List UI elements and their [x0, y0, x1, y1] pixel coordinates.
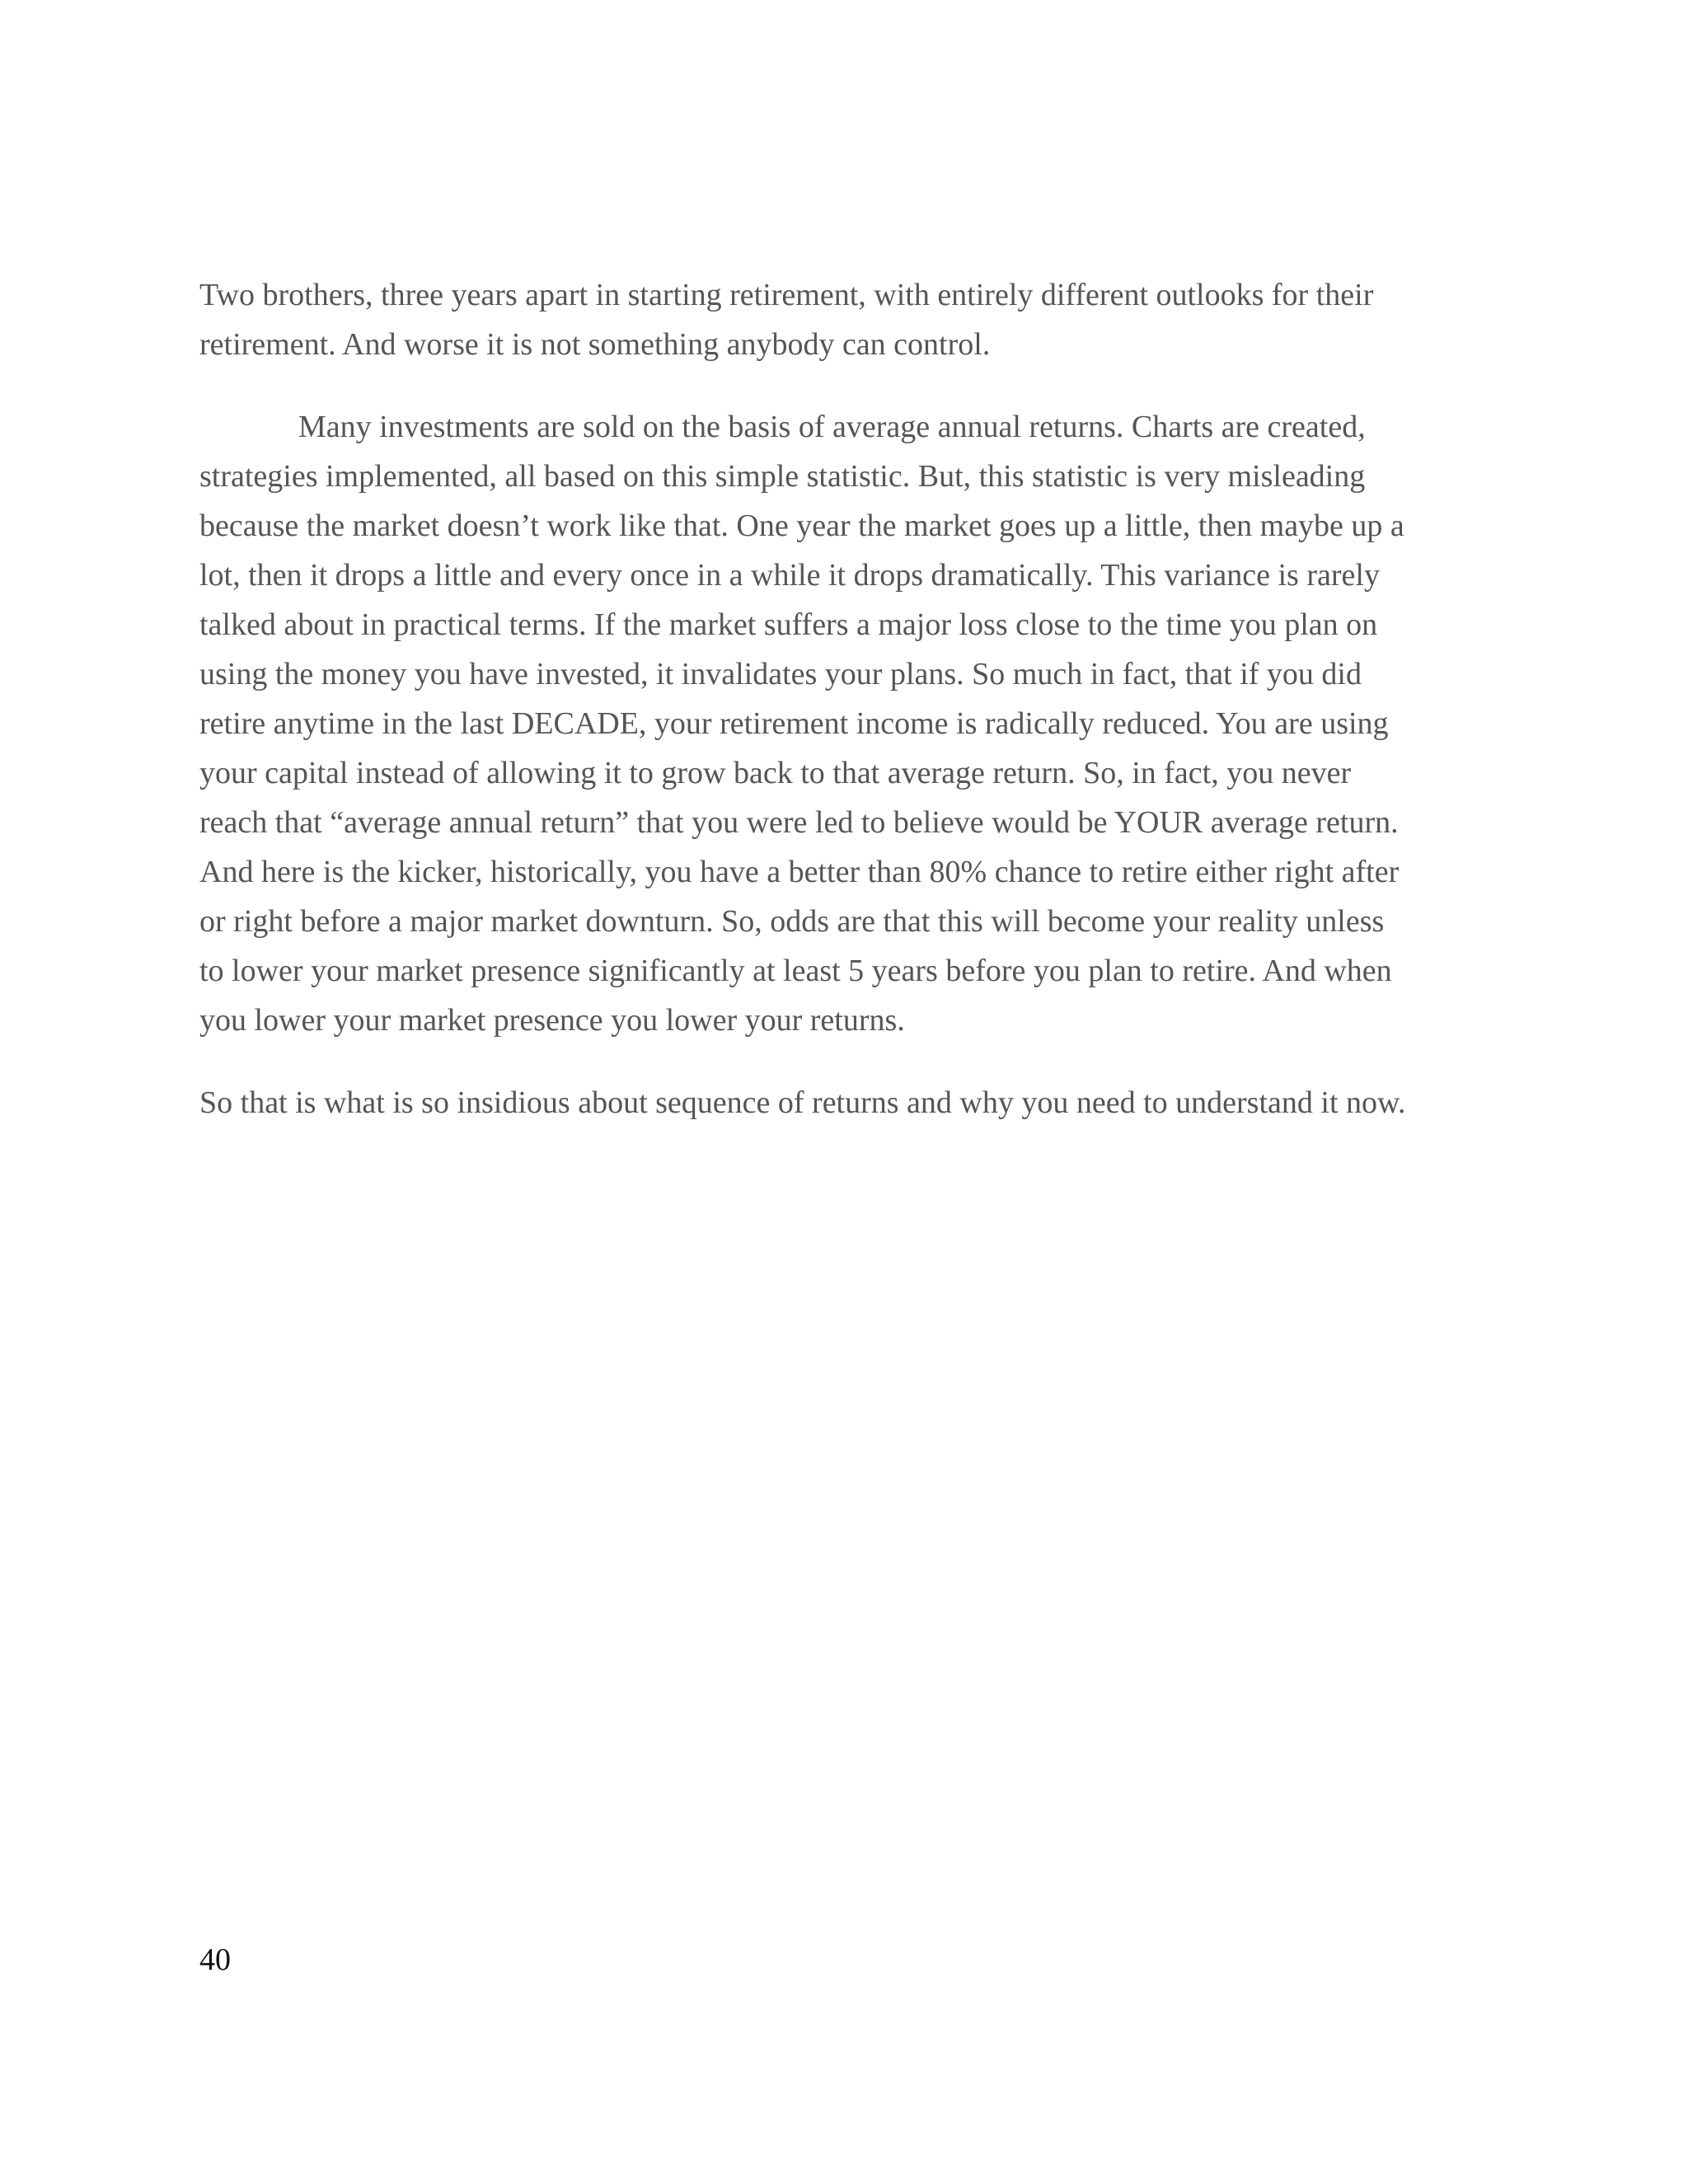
body-text: [199, 270, 1493, 1160]
text-line: to lower your market presence significantly at least 5 years before you plan to retire. And when: [199, 954, 1392, 988]
text-line: retire anytime in the last DECADE, your retirement income is radically reduced. You are using: [199, 706, 1389, 741]
paragraph-brothers: [199, 270, 1493, 369]
text-line: Two brothers, three years apart in starting retirement, with entirely different outlooks for their: [199, 278, 1374, 312]
text-line: or right before a major market downturn. So, odds are that this will become your reality unless: [199, 904, 1385, 939]
text-line: lot, then it drops a little and every once in a while it drops dramatically. This variance is rarely: [199, 558, 1380, 593]
text-line: your capital instead of allowing it to grow back to that average return. So, in fact, you never: [199, 756, 1352, 790]
text-line: because the market doesn’t work like that. One year the market goes up a little, then maybe up a: [199, 509, 1404, 543]
text-line: you lower your market presence you lower your returns.: [199, 1003, 905, 1038]
text-line: using the money you have invested, it invalidates your plans. So much in fact, that if you did: [199, 657, 1362, 691]
text-line: talked about in practical terms. If the market suffers a major loss close to the time you plan on: [199, 607, 1378, 642]
page-number: 40: [199, 1943, 231, 1977]
paragraph-conclusion: [199, 1078, 1493, 1127]
text-line: And here is the kicker, historically, you have a better than 80% chance to retire either right after: [199, 855, 1400, 889]
text-line: strategies implemented, all based on this simple statistic. But, this statistic is very misleading: [199, 459, 1366, 494]
text-line: retirement. And worse it is not something anybody can control.: [199, 327, 991, 362]
text-line: reach that “average annual return” that you were led to believe would be YOUR average return.: [199, 805, 1399, 840]
paragraph-average-returns: [199, 402, 1493, 1045]
text-line: So that is what is so insidious about sequence of returns and why you need to understand it now.: [199, 1085, 1406, 1120]
text-line: Many investments are sold on the basis of average annual returns. Charts are created,: [298, 410, 1366, 444]
